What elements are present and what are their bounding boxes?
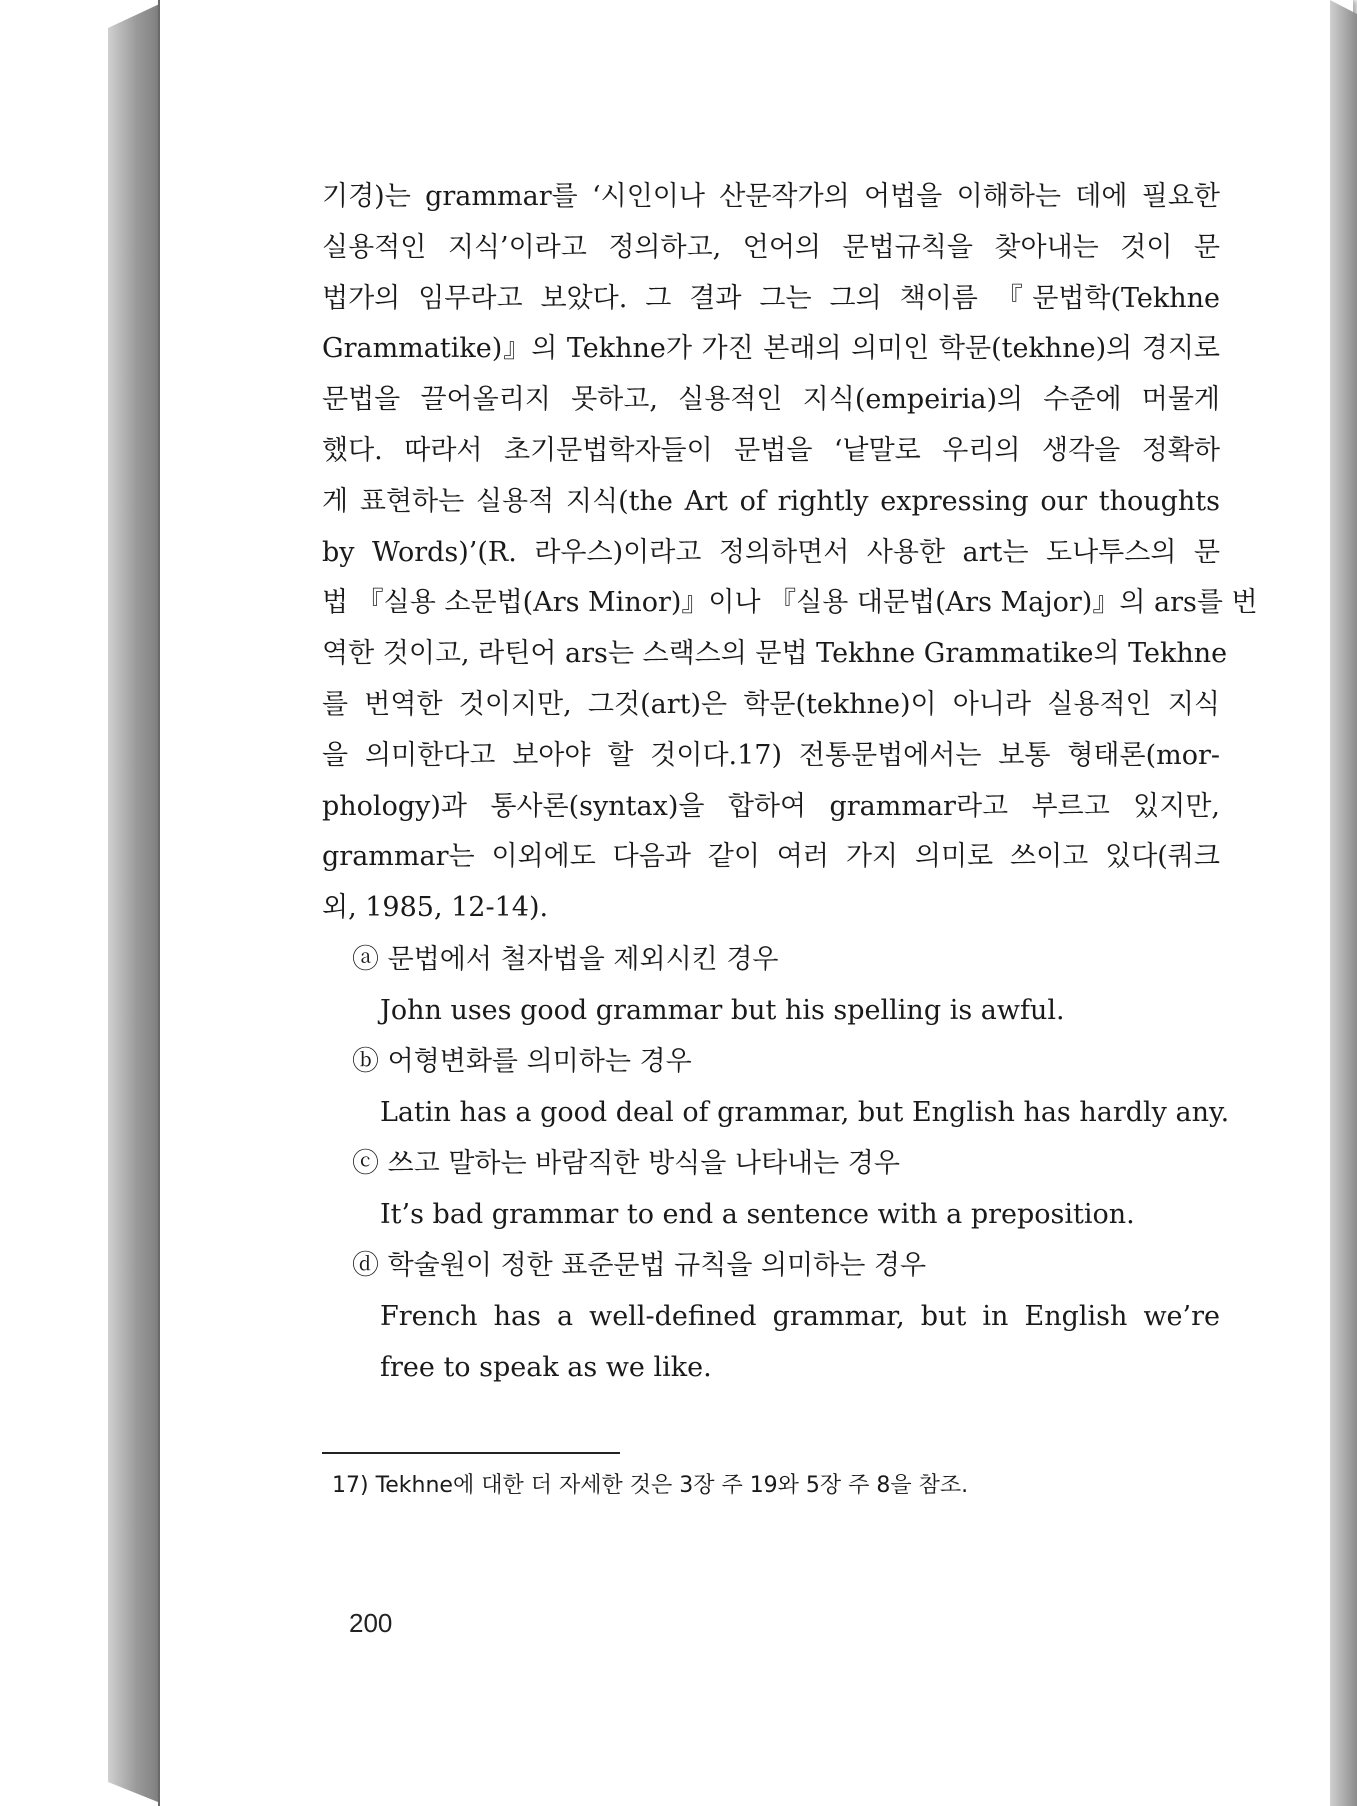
paragraph-line: by Words)’(R. 라우스)이라고 정의하면서 사용한 art는 도나투스의 문 (322, 536, 1220, 568)
footnote-divider (322, 1452, 620, 1454)
example-sentence: It’s bad grammar to end a sentence with a preposition. (380, 1198, 1135, 1230)
example-label: ⓓ 학술원이 정한 표준문법 규칙을 의미하는 경우 (352, 1249, 927, 1281)
example-label: ⓐ 문법에서 철자법을 제외시킨 경우 (352, 943, 779, 975)
paragraph-line: 게 표현하는 실용적 지식(the Art of rightly expressing our thoughts (322, 485, 1220, 517)
paragraph-line: 했다. 따라서 초기문법학자들이 문법을 ‘낱말로 우리의 생각을 정확하 (322, 434, 1220, 466)
paragraph-line: 를 번역한 것이지만, 그것(art)은 학문(tekhne)이 아니라 실용적인 지식 (322, 688, 1220, 720)
example-sentence: John uses good grammar but his spelling is awful. (380, 994, 1065, 1026)
paragraph-line: grammar는 이외에도 다음과 같이 여러 가지 의미로 쓰이고 있다(쿼크 (322, 841, 1220, 873)
example-label: ⓑ 어형변화를 의미하는 경우 (352, 1045, 692, 1077)
paragraph-line: 외, 1985, 12-14). (322, 892, 549, 924)
example-item (322, 1138, 1220, 1240)
example-item (322, 1036, 1230, 1138)
paragraph-line: 실용적인 지식’이라고 정의하고, 언어의 문법규칙을 찾아내는 것이 문 (322, 231, 1220, 263)
example-label: ⓒ 쓰고 말하는 바람직한 방식을 나타내는 경우 (352, 1147, 900, 1179)
example-item (322, 934, 1220, 1036)
paragraph-line: Grammatike)』의 Tekhne가 가진 본래의 의미인 학문(tekhne)의 경지로 (322, 333, 1220, 365)
main-paragraph (322, 172, 1258, 934)
page-body (322, 172, 1258, 1393)
paragraph-line: 역한 것이고, 라틴어 ars는 스랙스의 문법 Tekhne Grammatike의 Tekhne (322, 638, 1228, 670)
paragraph-line: 법가의 임무라고 보았다. 그 결과 그는 그의 책이름 『문법학(Tekhne (322, 282, 1220, 314)
footnote: 17) Tekhne에 대한 더 자세한 것은 3장 주 19와 5장 주 8을 참조. (332, 1473, 969, 1498)
example-sentence: Latin has a good deal of grammar, but English has hardly any. (380, 1096, 1230, 1128)
paragraph-line: phology)과 통사론(syntax)을 합하여 grammar라고 부르고 있지만, (322, 790, 1220, 822)
paragraph-line: 문법을 끌어올리지 못하고, 실용적인 지식(empeiria)의 수준에 머물게 (322, 384, 1220, 416)
paragraph-line: 을 의미한다고 보아야 할 것이다.17) 전통문법에서는 보통 형태론(mor- (322, 739, 1220, 771)
example-item (322, 1240, 1220, 1393)
example-sentence: French has a well-defined grammar, but in English we’re free to speak as we like. (380, 1300, 1220, 1383)
page-number: 200 (349, 1608, 393, 1638)
page-edge (1330, 0, 1357, 1806)
example-list (322, 934, 1230, 1393)
paragraph-line: 법 『실용 소문법(Ars Minor)』이나 『실용 대문법(Ars Major)』의 ars를 번 (322, 587, 1258, 619)
book-spine (108, 0, 160, 1806)
paragraph-line: 기경)는 grammar를 ‘시인이나 산문작가의 어법을 이해하는 데에 필요한 (322, 181, 1220, 212)
